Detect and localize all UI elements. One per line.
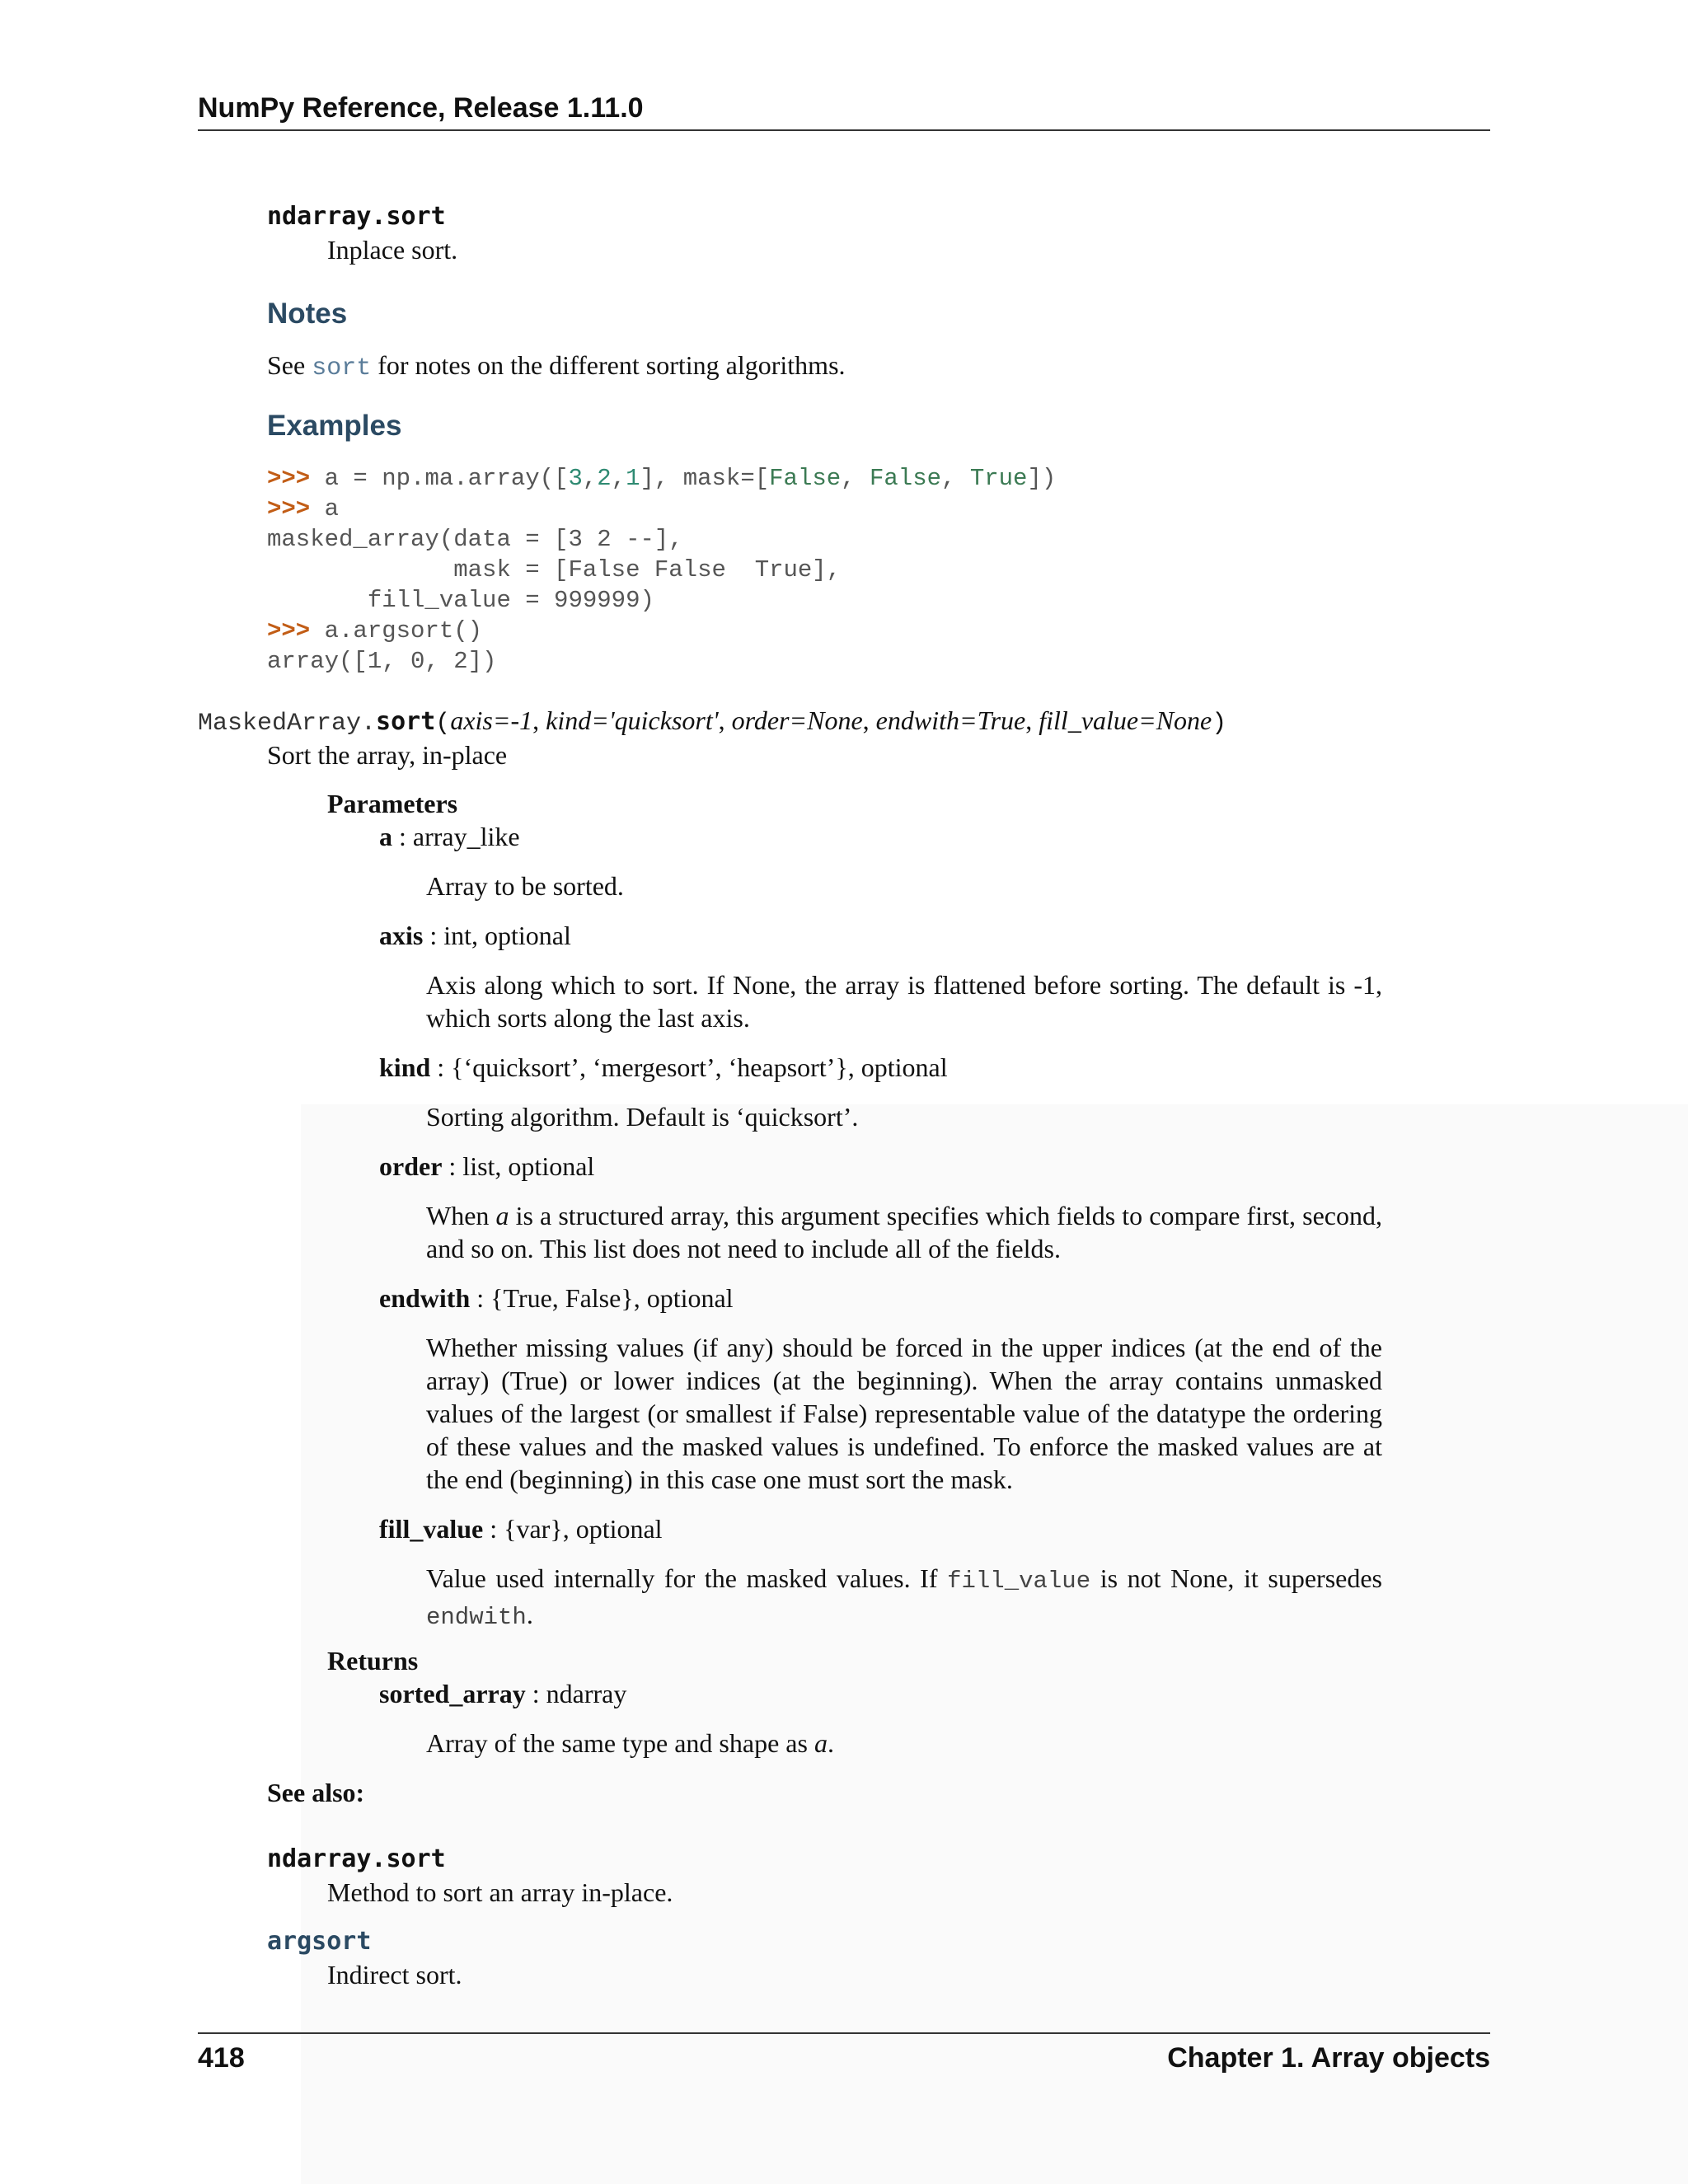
- param-endwith-desc: Whether missing values (if any) should be forced in the upper indices (at the end of the array) (True) or lower indices (at the beginning). When the array contains unmasked values of the largest (or smallest if False) representable value of the datatype the ordering of these values and the masked values is undefined. To enforce the masked values are at the end (beginning) in this case one must sort the mask.: [426, 1333, 1382, 1494]
- order-desc-var: a: [495, 1201, 509, 1230]
- param-name: order: [379, 1151, 443, 1181]
- code-line2: a: [324, 495, 340, 523]
- param-a-header: [379, 820, 520, 853]
- see-also-ndarray-sort-desc: Method to sort an array in-place.: [327, 1877, 673, 1907]
- param-name: a: [379, 822, 392, 851]
- returns-type: : ndarray: [525, 1679, 627, 1708]
- param-order-desc: [426, 1199, 1382, 1265]
- shaded-background: [301, 1104, 1688, 2184]
- param-type: : {True, False}, optional: [470, 1283, 734, 1313]
- code-line1-mid: ], mask=[: [640, 465, 770, 492]
- signature-summary: Sort the array, in-place: [267, 740, 508, 770]
- chapter-title: Chapter 1. Array objects: [1167, 2042, 1490, 2074]
- param-type: : list, optional: [442, 1151, 595, 1181]
- page-header: [198, 92, 1490, 131]
- notes-rest: for notes on the different sorting algorithms.: [377, 350, 846, 380]
- code-prompt: >>>: [267, 465, 311, 492]
- param-type: : int, optional: [423, 921, 571, 950]
- code-line1-pre: a = np.ma.array([: [324, 465, 569, 492]
- notes-see: See: [267, 350, 306, 380]
- param-name: fill_value: [379, 1514, 484, 1544]
- function-signature: MaskedArray.sort(axis=-1, kind='quicksort', order=None, endwith=True, fill_value=None): [198, 705, 1227, 738]
- see-also-argsort-desc: Indirect sort.: [327, 1960, 462, 1990]
- code-line4: mask = [False False True],: [267, 556, 842, 583]
- returns-name: sorted_array: [379, 1679, 526, 1708]
- code-prompt: >>>: [267, 617, 311, 644]
- code-bool: True: [969, 465, 1028, 492]
- fill-desc-pre: Value used internally for the masked values. If: [426, 1563, 938, 1593]
- order-desc-pre: When: [426, 1201, 490, 1230]
- code-line1-end: ]): [1027, 465, 1057, 492]
- running-title: NumPy Reference, Release 1.11.0: [198, 92, 644, 124]
- examples-code-block: >>> a = np.ma.array([3,2,1], mask=[False, False, True]) >>> a masked_array(data = [3 2 --], mask = [False False True], fill_value = 999999) >>> a.argsort() array([1, 0, 2]): [267, 465, 1057, 675]
- param-axis-header: [379, 919, 571, 952]
- param-name: axis: [379, 921, 424, 950]
- param-kind-header: [379, 1051, 948, 1084]
- returns-heading: Returns: [327, 1646, 419, 1675]
- param-kind-desc: Sorting algorithm. Default is ‘quicksort’.: [426, 1102, 859, 1132]
- signature-arg: fill_value=None: [1039, 705, 1212, 735]
- fill-desc-end: .: [526, 1600, 533, 1629]
- page-footer: [198, 2032, 1490, 2074]
- param-type: : array_like: [392, 822, 520, 851]
- code-line6: a.argsort(): [324, 617, 483, 644]
- fill-desc-code: fill_value: [947, 1568, 1091, 1595]
- signature-class: MaskedArray.: [198, 710, 377, 738]
- top-entry-name[interactable]: ndarray.sort: [267, 202, 446, 231]
- code-num: 2: [597, 465, 612, 492]
- signature-close: ): [1212, 710, 1227, 738]
- param-name: kind: [379, 1052, 431, 1082]
- examples-heading: Examples: [267, 410, 402, 442]
- returns-desc: [426, 1727, 834, 1760]
- sort-link[interactable]: sort: [312, 354, 372, 382]
- see-also-ndarray-sort[interactable]: ndarray.sort: [267, 1844, 446, 1873]
- code-num: 3: [568, 465, 583, 492]
- page-number: 418: [198, 2042, 245, 2074]
- see-also-argsort-link[interactable]: argsort: [267, 1927, 372, 1956]
- top-entry-desc: Inplace sort.: [327, 235, 458, 265]
- code-line5: fill_value = 999999): [267, 587, 654, 614]
- code-prompt: >>>: [267, 495, 311, 523]
- returns-desc-pre: Array of the same type and shape as: [426, 1728, 808, 1758]
- param-fill-value-header: [379, 1512, 663, 1545]
- fill-desc-code: endwith: [426, 1604, 527, 1631]
- signature-arg: order=None: [731, 705, 863, 735]
- param-fill-value-desc: [426, 1562, 1382, 1634]
- param-name: endwith: [379, 1283, 471, 1313]
- signature-func: sort: [376, 707, 436, 736]
- param-axis-desc: Axis along which to sort. If None, the array is flattened before sorting. The default is -1, which sorts along the last axis.: [426, 970, 1382, 1033]
- code-line7: array([1, 0, 2]): [267, 648, 497, 675]
- param-endwith-header: [379, 1282, 734, 1315]
- fill-desc-mid: is not None, it supersedes: [1100, 1563, 1383, 1593]
- code-bool: False: [869, 465, 941, 492]
- code-num: 1: [626, 465, 640, 492]
- signature-arg: kind='quicksort': [546, 705, 719, 735]
- param-a-desc: Array to be sorted.: [426, 871, 624, 901]
- code-line3: masked_array(data = [3 2 --],: [267, 526, 683, 553]
- code-bool: False: [769, 465, 842, 492]
- signature-open: (: [435, 710, 451, 738]
- see-also-heading: See also:: [267, 1778, 365, 1807]
- returns-header: [379, 1677, 626, 1710]
- order-desc-post: is a structured array, this argument specifies which fields to compare first, second, and so on. This list does not need to include all of the fields.: [426, 1201, 1383, 1263]
- notes-text: [267, 349, 846, 385]
- returns-desc-end: .: [827, 1728, 834, 1758]
- notes-heading: Notes: [267, 298, 348, 330]
- signature-arg: axis=-1: [450, 705, 533, 735]
- param-type: : {var}, optional: [483, 1514, 663, 1544]
- param-type: : {‘quicksort’, ‘mergesort’, ‘heapsort’}, optional: [430, 1052, 948, 1082]
- returns-desc-var: a: [814, 1728, 828, 1758]
- param-order-header: [379, 1150, 594, 1183]
- signature-arg: endwith=True: [875, 705, 1026, 735]
- parameters-heading: Parameters: [327, 789, 458, 818]
